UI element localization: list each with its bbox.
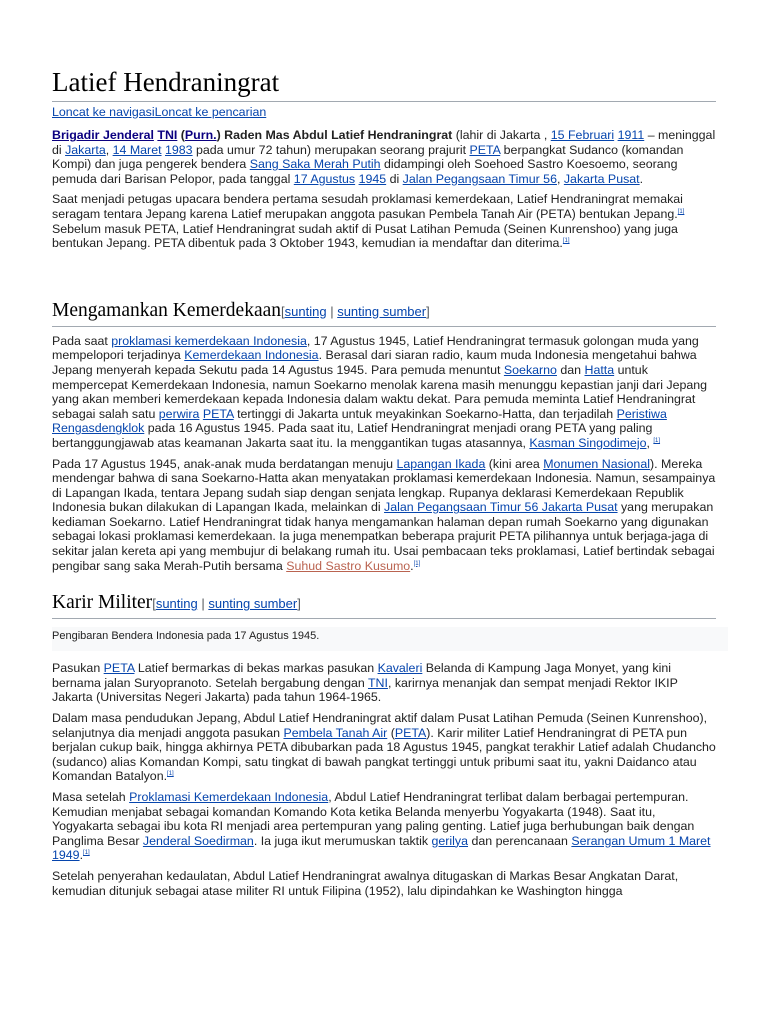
jump-links bbox=[52, 105, 716, 120]
link-1983[interactable]: 1983 bbox=[164, 142, 193, 157]
paragraph: Saat menjadi petugas upacara bendera pertama sesudah proklamasi kemerdekaan, Latief Hendraningrat memakai seragam tentara Jepang karena Latief merupakan anggota pasukan Pembela Tanah Air (PETA) bentukan Jepang.[1] Sebelum masuk PETA, Latief Hendraningrat sudah aktif di Pusat Latihan Pemuda (Seinen Kunrenshoo) yang juga bentukan Jepang. PETA dibentuk pada 3 Oktober 1943, kemudian ia mendaftar dan diterima.[1] bbox=[52, 192, 685, 251]
section-heading-karir-militer: Karir Militer[sunting | sunting sumber] bbox=[52, 591, 716, 619]
paragraph: Pasukan PETA Latief bermarkas di bekas markas pasukan Kavaleri Belanda di Kampung Jaga Monyet, yang kini bernama jalan Suryopranoto. Setelah bergabung dengan TNI, karirnya menanjak dan sempat menjadi Rektor IKIP Jakarta (Universitas Negeri Jakarta) pada tahun 1964-1965. bbox=[52, 661, 678, 705]
paragraph: Setelah penyerahan kedaulatan, Abdul Latief Hendraningrat awalnya ditugaskan di Markas Besar Angkatan Darat, kemudian ditunjuk sebagai atase militer RI untuk Filipina (1952), lalu dipindahkan ke Washington hingga bbox=[52, 868, 679, 898]
link-perwira[interactable]: perwira bbox=[158, 406, 200, 421]
intro-paragraph: Brigadir Jenderal TNI (Purn.) Raden Mas Abdul Latief Hendraningrat (lahir di Jakarta , 15 Februari 1911 – meninggal di Jakarta, 14 Maret 1983 pada umur 72 tahun) merupakan seorang prajurit PETA berpangkat Sudanco (komandan Kompi) dan juga pengerek bendera Sang Saka Merah Putih didampingi oleh Soehoed Sastro Koesoemo, seorang pemuda dari Barisan Pelopor, pada tanggal 17 Agustus 1945 di Jalan Pegangsaan Timur 56, Jakarta Pusat. bbox=[52, 128, 716, 186]
jump-to-navigation-link[interactable]: Loncat ke navigasi bbox=[52, 105, 155, 119]
edit-source-link[interactable]: sunting sumber bbox=[208, 596, 298, 612]
reference-link[interactable]: [1] bbox=[83, 850, 90, 857]
image-caption: Pengibaran Bendera Indonesia pada 17 Agustus 1945. bbox=[52, 627, 728, 651]
edit-section-link[interactable]: sunting bbox=[284, 303, 327, 319]
reference-link[interactable]: [1] bbox=[167, 771, 174, 778]
link-jalan-pegangsaan-timur-56-jakarta-pusat[interactable]: Jalan Pegangsaan Timur 56 Jakarta Pusat bbox=[384, 500, 618, 515]
reference-link[interactable]: [1] bbox=[413, 560, 421, 567]
paragraph: Masa setelah Proklamasi Kemerdekaan Indonesia, Abdul Latief Hendraningrat terlibat dalam berbagai pertempuran. Kemudian menjabat sebagai komandan Komando Kota ketika Belanda menyerbu Yogyakarta (1948). Saat itu, Yogyakarta sebagai ibu kota RI menjadi area pertempuran yang paling genting. Latief juga berhubungan baik dengan Panglima Besar Jenderal Soedirman. Ia juga ikut merumuskan taktik gerilya dan perencanaan Serangan Umum 1 Maret 1949.[1] bbox=[52, 790, 711, 863]
link-kasman-singodimejo[interactable]: Kasman Singodimejo bbox=[529, 435, 647, 450]
link-proklamasi-kemerdekaan-indonesia[interactable]: Proklamasi Kemerdekaan Indonesia bbox=[129, 790, 329, 804]
link-tni[interactable]: TNI bbox=[157, 128, 178, 142]
link-suhud-sastro-kusumo[interactable]: Suhud Sastro Kusumo bbox=[286, 558, 411, 573]
link-17-agustus[interactable]: 17 Agustus bbox=[293, 171, 356, 186]
link-sang-saka-merah-putih[interactable]: Sang Saka Merah Putih bbox=[249, 157, 381, 172]
link-peta[interactable]: PETA bbox=[394, 725, 427, 740]
link-jakarta-pusat[interactable]: Jakarta Pusat bbox=[563, 171, 640, 186]
link-jenderal-soedirman[interactable]: Jenderal Soedirman bbox=[142, 833, 254, 848]
link-peristiwa-rengasdengklok[interactable]: Peristiwa Rengasdengklok bbox=[52, 406, 667, 436]
jump-to-search-link[interactable]: Loncat ke pencarian bbox=[154, 105, 267, 119]
intro-bold-name: Brigadir Jenderal TNI (Purn.) Raden Mas Abdul Latief Hendraningrat bbox=[52, 128, 453, 142]
link-peta[interactable]: PETA bbox=[469, 142, 501, 157]
link-kemerdekaan-indonesia[interactable]: Kemerdekaan Indonesia bbox=[184, 348, 319, 363]
edit-source-link[interactable]: sunting sumber bbox=[337, 303, 427, 319]
link-proklamasi-kemerdekaan-indonesia[interactable]: proklamasi kemerdekaan Indonesia bbox=[111, 333, 307, 348]
paragraph: Pada saat proklamasi kemerdekaan Indonesia, 17 Agustus 1945, Latief Hendraningrat termasuk golongan muda yang mempelopori terjadinya Kemerdekaan Indonesia. Berasal dari siaran radio, kaum muda Indonesia mengetahui bahwa Jepang menyerah kepada Sekutu pada 14 Agustus 1945. Para pemuda menuntut Soekarno dan Hatta untuk mempercepat Kemerdekaan Indonesia, namun Soekarno menolak karena masih menunggu kepastian janji dari Jepang yang akan memberi kemerdekaan kepada Indonesia dalam waktu dekat. Para pemuda meminta Latief Hendraningrat sebagai salah satu perwira PETA tertinggi di Jakarta untuk meyakinkan Soekarno-Hatta, dan terjadilah Peristiwa Rengasdengklok pada 16 Agustus 1945. Pada saat itu, Latief Hendraningrat menjadi orang PETA yang paling bertanggungjawab atas keamanan Jakarta saat itu. Ia menggantikan tugas atasannya, Kasman Singodimejo, [1] bbox=[52, 333, 708, 450]
link-tni[interactable]: TNI bbox=[367, 675, 388, 690]
link-monumen-nasional[interactable]: Monumen Nasional bbox=[543, 456, 650, 471]
page-title: Latief Hendraningrat bbox=[52, 66, 716, 102]
reference-link[interactable]: [1] bbox=[562, 238, 570, 245]
paragraph: Pada 17 Agustus 1945, anak-anak muda berdatangan menuju Lapangan Ikada (kini area Monumen Nasional). Mereka mendengar bahwa di sana Soekarno-Hatta akan menyatakan proklamasi kemerdekaan Indonesia. Namun, sesampainya di Lapangan Ikada, tentara Jepang sudah siap dengan senjata lengkap. Rupanya deklarasi Kemerdekaan Republik Indonesia bukan dilakukan di Lapangan Ikada, melainkan di Jalan Pegangsaan Timur 56 Jakarta Pusat yang merupakan kediaman Soekarno. Latief Hendraningrat tidak hanya mengamankan halaman depan rumah Soekarno yang digunakan sebagai lokasi proklamasi kemerdekaan. Ia juga menempatkan beberapa prajurit PETA pilihannya untuk berjaga-jaga di sekitar jalan kereta api yang membujur di belakang rumah itu. Usai pembacaan teks proklamasi, Latief bertindak sebagai pengibar sang saka Merah-Putih bersama Suhud Sastro Kusumo.[1] bbox=[52, 456, 716, 573]
link-jakarta[interactable]: Jakarta bbox=[65, 142, 106, 157]
link-peta[interactable]: PETA bbox=[103, 661, 135, 676]
link-peta[interactable]: PETA bbox=[202, 406, 234, 421]
link-lapangan-ikada[interactable]: Lapangan Ikada bbox=[396, 456, 486, 471]
link-kavaleri[interactable]: Kavaleri bbox=[377, 661, 423, 676]
link-brigadir-jenderal[interactable]: Brigadir Jenderal bbox=[52, 128, 154, 142]
link-purn[interactable]: Purn. bbox=[184, 128, 217, 142]
reference-link[interactable]: [1] bbox=[677, 208, 685, 215]
paragraph: Dalam masa pendudukan Jepang, Abdul Latief Hendraningrat aktif dalam Pusat Latihan Pemuda (Seinen Kunrenshoo), selanjutnya dia menjadi anggota pasukan Pembela Tanah Air (PETA). Karir militer Latief Hendraningrat di PETA pun berjalan cukup baik, hingga akhirnya PETA dibubarkan pada 18 Agustus 1945, pangkat terakhir Latief adalah Chudancho (sudanco) alias Komandan Kompi, satu tingkat di bawah pangkat tertinggi untuk pribumi saat itu, yakni Daidanco atau Komandan Batalyon.[1] bbox=[52, 711, 716, 784]
link-hatta[interactable]: Hatta bbox=[584, 362, 615, 377]
link-serangan-umum-1-maret-1949[interactable]: Serangan Umum 1 Maret 1949 bbox=[52, 833, 711, 863]
link-14-maret[interactable]: 14 Maret bbox=[112, 142, 162, 157]
link-jalan-pegangsaan-timur-56[interactable]: Jalan Pegangsaan Timur 56 bbox=[402, 171, 557, 186]
edit-section-links: [sunting | sunting sumber] bbox=[281, 303, 430, 319]
section-heading-mengamankan-kemerdekaan: Mengamankan Kemerdekaan[sunting | sunting sumber] bbox=[52, 299, 716, 327]
edit-section-links: [sunting | sunting sumber] bbox=[152, 596, 301, 612]
link-gerilya[interactable]: gerilya bbox=[431, 833, 469, 848]
link-15-februari[interactable]: 15 Februari bbox=[550, 128, 615, 142]
link-pembela-tanah-air[interactable]: Pembela Tanah Air bbox=[283, 725, 388, 740]
link-1945[interactable]: 1945 bbox=[358, 171, 387, 186]
link-1911[interactable]: 1911 bbox=[617, 128, 645, 142]
link-soekarno[interactable]: Soekarno bbox=[503, 362, 557, 377]
edit-section-link[interactable]: sunting bbox=[155, 596, 198, 612]
reference-link[interactable]: [1] bbox=[653, 437, 661, 444]
